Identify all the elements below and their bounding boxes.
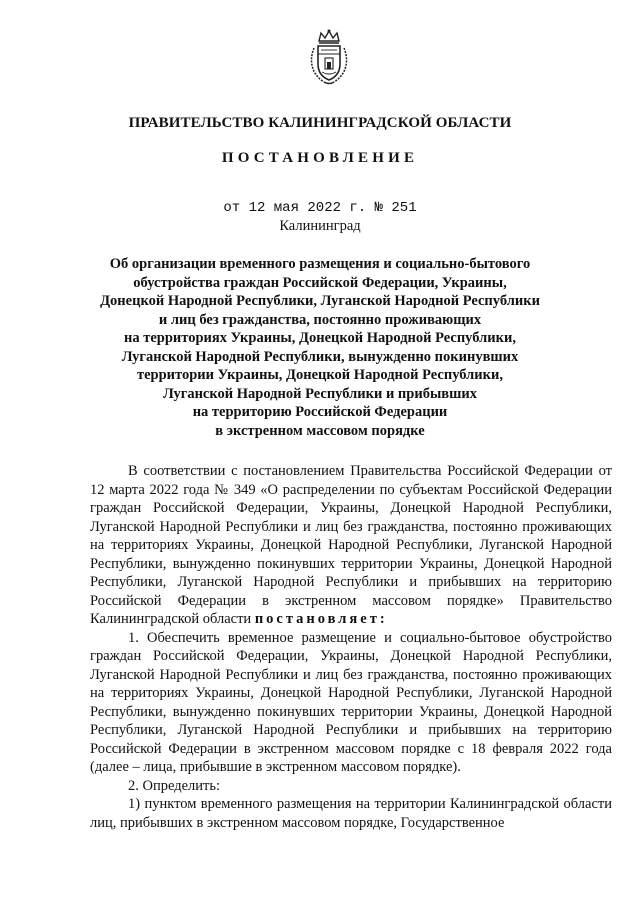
document-type: ПОСТАНОВЛЕНИЕ — [221, 150, 419, 166]
preamble-text: В соответствии с постановлением Правительства Российской Федерации от 12 марта 2022 года № 349 «О распределении по субъектам Российской Федерации граждан Российской Федерации, Украины, Донецкой Народной Республики, Луганской Народной Республики и лиц без гражданства, постоянно проживающих на территориях Украины, Донецкой Народной Республики, Луганской Народной Республики, вынужденно покинувших территории Украины, Донецкой Народной Республики, Луганской Народной Республики и прибывших на территорию Российской Федерации в экстренном массовом порядке» Правительство Калининградской области — [90, 463, 612, 627]
subject-line: Луганской Народной Республики, вынужденно покинувших — [121, 348, 519, 365]
organization-title: ПРАВИТЕЛЬСТВО КАЛИНИНГРАДСКОЙ ОБЛАСТИ — [128, 115, 512, 131]
preamble-paragraph — [90, 462, 612, 629]
paragraph-2: 2. Определить: — [128, 777, 221, 794]
paragraph-1: 1. Обеспечить временное размещение и социально-бытовое обустройство граждан Российской Федерации, Украины, Донецкой Народной Республики, Луганской Народной Республики и лиц без гражданства, постоянно проживающих на территориях Украины, Донецкой Народной Республики, Луганской Народной Республики, вынужденно покинувших территории Украины, Донецкой Народной Республики, Луганской Народной Республики и прибывших на территорию Российской Федерации в экстренном массовом порядке с 18 февраля 2022 года (далее – лица, прибывшие в экстренном массовом порядке). — [90, 629, 612, 775]
subject-line: Донецкой Народной Республики, Луганской Народной Республики — [100, 293, 540, 309]
subject-line: Луганской Народной Республики и прибывших — [163, 385, 477, 402]
subject-line: обустройства граждан Российской Федерации, Украины, — [133, 274, 507, 291]
paragraph-2-1: 1) пунктом временного размещения на территории Калининградской области лиц, прибывших в экстренном массовом порядке, Государственное — [90, 796, 612, 831]
document-city: Калининград — [279, 218, 361, 234]
subject-line: на территорию Российской Федерации — [192, 404, 448, 420]
subject-line: территории Украины, Донецкой Народной Республики, — [137, 367, 503, 383]
decree-word: постановляет: — [254, 611, 388, 627]
kaliningrad-coat-of-arms-icon — [308, 28, 350, 86]
subject-line: на территориях Украины, Донецкой Народной Республики, — [124, 330, 516, 346]
document-body — [90, 462, 612, 832]
subject-line: в экстренном массовом порядке — [215, 422, 425, 439]
subject-line: Об организации временного размещения и социально-бытового — [109, 256, 531, 272]
document-date-number: от 12 мая 2022 г. № 251 — [223, 200, 417, 216]
document-subject — [90, 255, 550, 440]
subject-line: и лиц без гражданства, постоянно проживающих — [158, 311, 482, 328]
